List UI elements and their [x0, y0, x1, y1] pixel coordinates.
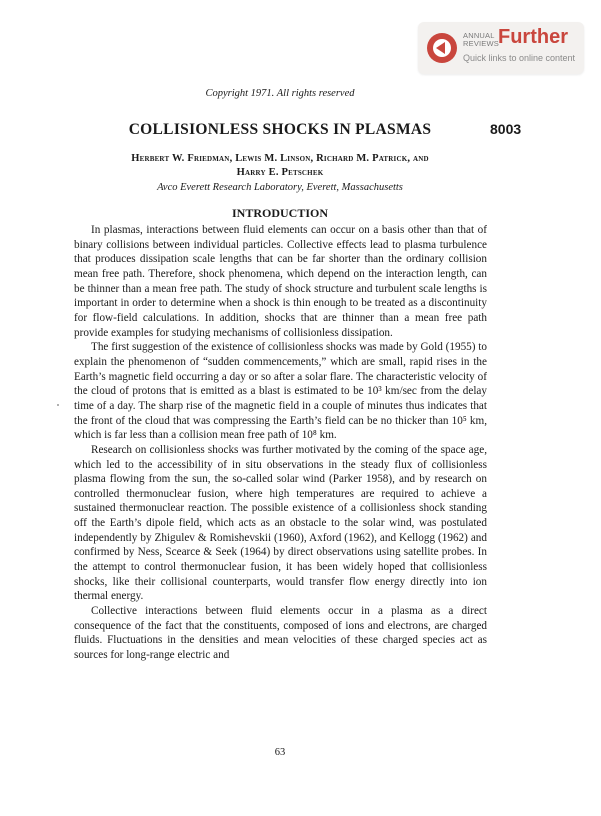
page-number: 63	[274, 747, 286, 758]
further-tagline: Quick links to online content	[463, 53, 576, 63]
article-title: COLLISIONLESS SHOCKS IN PLASMAS	[128, 121, 432, 138]
scan-speck	[57, 404, 59, 406]
paragraph-2: The first suggestion of the existence of collisionless shocks was made by Gold (1955) to explain the phenomenon of “sudden commencements,” which are small, rapid rises in the Earth’s magnetic field occurring a day or so after a solar flare. The characteristic velocity of the cloud of protons that is emitted as a blast is estimated to be 10³ km/sec from the delay time of a day. The sharp rise of the magnetic field in a couple of minutes thus indicates that the front of the cloud that was compressing the Earth’s field can be no thicker than 10⁵ km, which is far less than a collision mean free path of 10⁸ km.	[74, 341, 487, 442]
paragraph-1: In plasmas, interactions between fluid elements can occur on a basis other than that of binary collisions between individual particles. Collective effects lead to plasma turbulence that produces dissipation scale lengths that can be far shorter than the ordinary collision mean free path. Therefore, shock phenomena, which depend on the interaction length, can be thinner than a mean free path. The study of shock structure and turbulent scale lengths is important in order to determine when a shock is thin enough to be treated as a discontinuity for flow-field calculations. In addition, shocks that are thinner than a mean free path provide examples for studying mechanisms of collisionless dissipation.	[74, 224, 487, 339]
authors	[70, 152, 490, 180]
affiliation: Avco Everett Research Laboratory, Everett, Massachusetts	[157, 182, 403, 193]
article-body	[74, 223, 487, 663]
copyright-notice: Copyright 1971. All rights reserved	[205, 88, 355, 99]
authors-line-2: Harry E. Petschek	[236, 167, 324, 178]
further-brand-line1: ANNUAL	[463, 31, 495, 40]
section-heading: INTRODUCTION	[231, 206, 328, 220]
paragraph-4: Collective interactions between fluid elements occur in a plasma as a direct consequence of the fact that the constituents, composed of ions and electrons, are charged fluids. Fluctuations in the densities and mean velocities of these charged species act as sources for long-range electric and	[74, 605, 487, 662]
further-brand	[463, 32, 499, 48]
further-badge[interactable]	[418, 22, 584, 74]
further-brand-line2: REVIEWS	[463, 39, 499, 48]
article-code: 8003	[490, 121, 522, 137]
paragraph-3: Research on collisionless shocks was further motivated by the coming of the space age, which led to the accessibility of in situ observations in the steady flux of collisionless plasma flowing from the sun, the so-called solar wind (Parker 1958), and by research on controlled thermonuclear fusion, where high temperatures are required to achieve a sustained thermonuclear reaction. The possible existence of a collisionless shock standing off the Earth’s dipole field, which acts as an obstacle to the solar wind, was postulated independently by Zhigulev & Romishevskii (1960), Axford (1962), and Kellogg (1962) and confirmed by Ness, Scearce & Seek (1964) by direct observations using satellite probes. In the attempt to control thermonuclear fusion, it has been widely hoped that collisionless shocks, like their collisional counterparts, would transfer flow energy directly into ion thermal energy.	[74, 443, 487, 603]
authors-line-1: Herbert W. Friedman, Lewis M. Linson, Richard M. Patrick, and	[131, 153, 429, 164]
further-word: Further	[498, 26, 568, 48]
further-logo-icon	[427, 33, 457, 63]
